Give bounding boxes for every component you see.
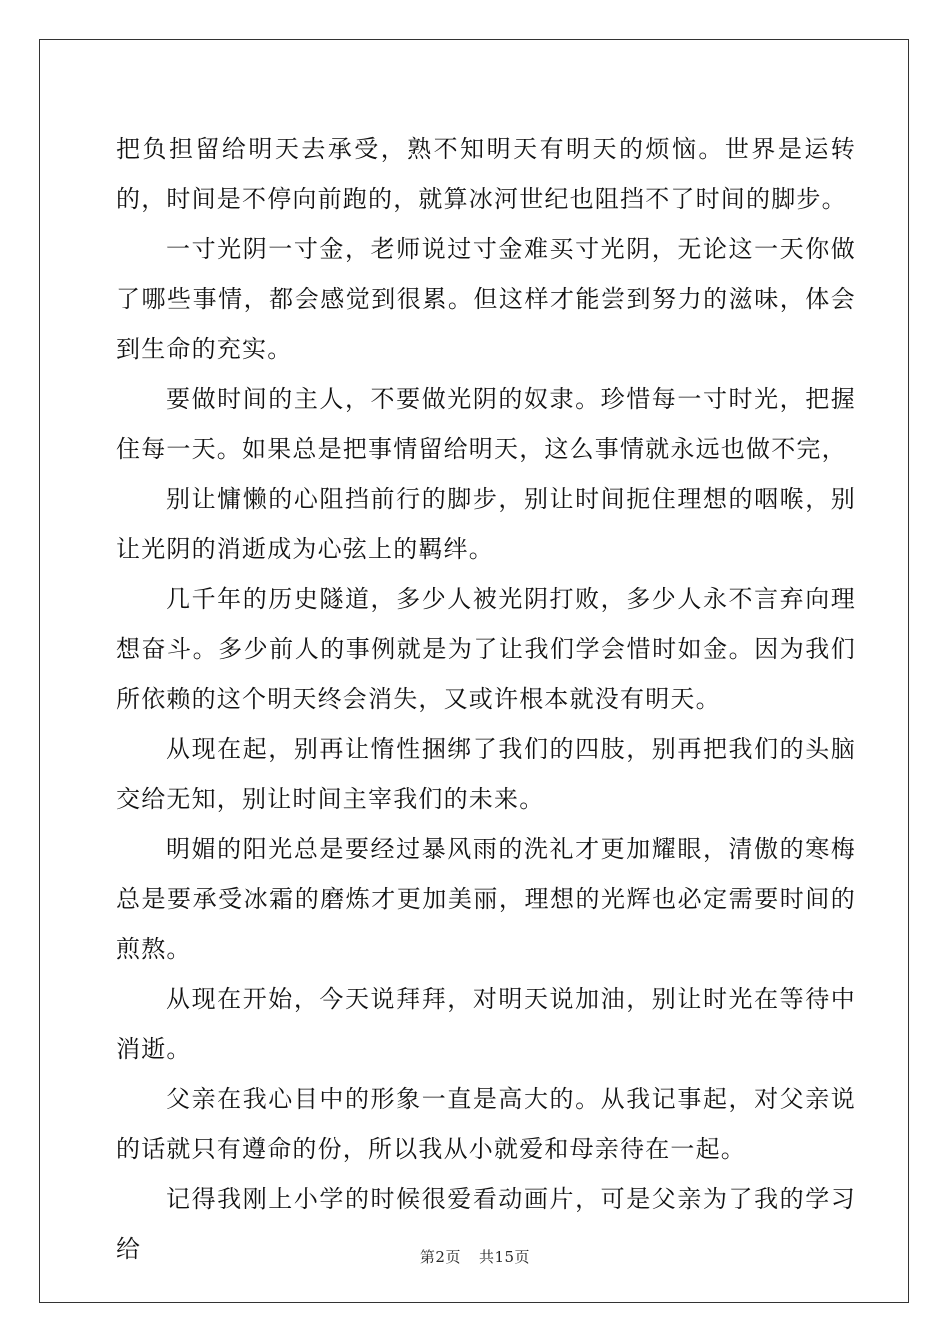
paragraph: 从现在开始，今天说拜拜，对明天说加油，别让时光在等待中消逝。 bbox=[116, 985, 856, 1063]
paragraph: 把负担留给明天去承受，熟不知明天有明天的烦恼。世界是运转的，时间是不停向前跑的，就算冰河世纪也阻挡不了时间的脚步。 bbox=[116, 135, 856, 213]
paragraph: 一寸光阴一寸金，老师说过寸金难买寸光阴，无论这一天你做了哪些事情，都会感觉到很累。但这样才能尝到努力的滋味，体会到生命的充实。 bbox=[116, 235, 856, 363]
page-footer bbox=[0, 1247, 950, 1267]
paragraph: 从现在起，别再让惰性捆绑了我们的四肢，别再把我们的头脑交给无知，别让时间主宰我们的未来。 bbox=[116, 735, 856, 813]
paragraph: 几千年的历史隧道，多少人被光阴打败，多少人永不言弃向理想奋斗。多少前人的事例就是为了让我们学会惜时如金。因为我们所依赖的这个明天终会消失，又或许根本就没有明天。 bbox=[116, 585, 856, 713]
page-number: 第2页 bbox=[419, 1248, 461, 1266]
paragraph: 明媚的阳光总是要经过暴风雨的洗礼才更加耀眼，清傲的寒梅总是要承受冰霜的磨炼才更加美丽，理想的光辉也必定需要时间的煎熬。 bbox=[116, 835, 856, 963]
paragraph: 记得我刚上小学的时候很爱看动画片，可是父亲为了我的学习给 bbox=[116, 1185, 856, 1263]
page-total: 共15页 bbox=[478, 1248, 531, 1266]
paragraph: 别让慵懒的心阻挡前行的脚步，别让时间扼住理想的咽喉，别让光阴的消逝成为心弦上的羁绊。 bbox=[116, 485, 856, 563]
paragraph: 父亲在我心目中的形象一直是高大的。从我记事起，对父亲说的话就只有遵命的份，所以我从小就爱和母亲待在一起。 bbox=[116, 1085, 856, 1163]
paragraph: 要做时间的主人，不要做光阴的奴隶。珍惜每一寸时光，把握住每一天。如果总是把事情留给明天，这么事情就永远也做不完， bbox=[116, 385, 856, 463]
document-body bbox=[116, 124, 856, 1274]
